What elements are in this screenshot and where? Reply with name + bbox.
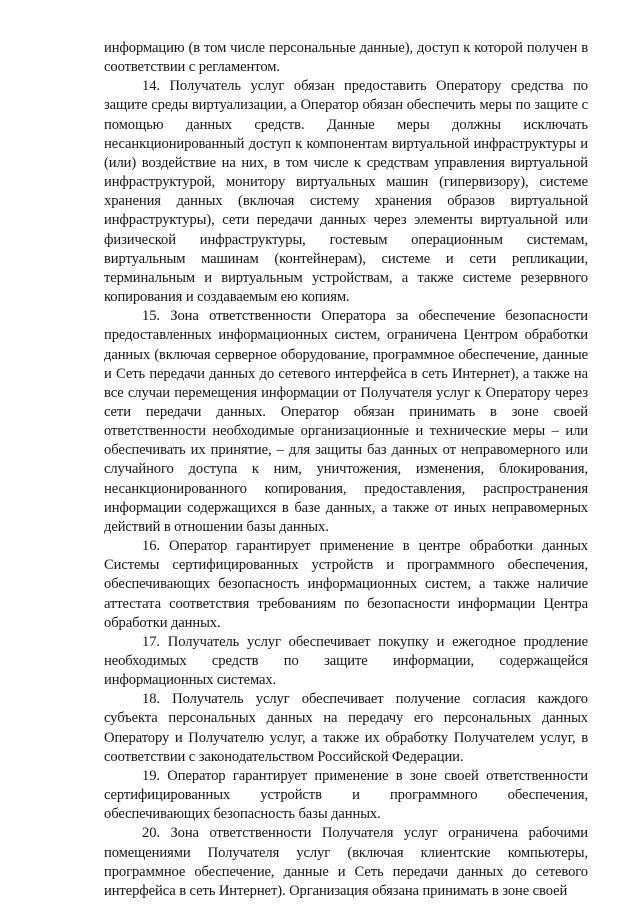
paragraph-item-17: 17. Получатель услуг обеспечивает покупку и ежегодное продление необходимых средств по защите информации, содержащейся информационных системах. <box>104 633 588 689</box>
paragraph-item-18: 18. Получатель услуг обеспечивает получение согласия каждого субъекта персональных данных на передачу его персональных данных Оператору и Получателю услуг, а также их обработку Получателем услуг, в соответствии с законодательством Российской Федерации. <box>104 691 588 765</box>
document-page <box>104 39 588 901</box>
paragraph-continuation: информацию (в том числе персональные данные), доступ к которой получен в соответствии с регламентом. <box>104 40 588 76</box>
paragraph-item-20: 20. Зона ответственности Получателя услуг ограничена рабочими помещениями Получателя услуг (включая клиентские компьютеры, программное обеспечение, данные и Сеть передачи данных до сетевого интерфейса в сеть Интернет). Организация обязана принимать в зоне своей <box>104 825 588 899</box>
paragraph-item-19: 19. Оператор гарантирует применение в зоне своей ответственности сертифицированных устройств и программного обеспечения, обеспечивающих безопасность базы данных. <box>104 767 588 823</box>
paragraph-item-14: 14. Получатель услуг обязан предоставить Оператору средства по защите среды виртуализации, а Оператор обязан обеспечить меры по защите с помощью данных средств. Данные меры должны исключать несанкционированный доступ к компонентам виртуальной инфраструктуры и (или) воздействие на них, в том числе к средствам управления виртуальной инфраструктурой, монитору виртуальных машин (гипервизору), системе хранения данных (включая систему хранения образов виртуальной инфраструктуры), сети передачи данных через элементы виртуальной или физической инфраструктуры, гостевым операционным системам, виртуальным машинам (контейнерам), системе и сети репликации, терминальным и виртуальным устройствам, а также системе резервного копирования и создаваемым ею копиям. <box>104 78 588 306</box>
paragraph-item-16: 16. Оператор гарантирует применение в центре обработки данных Системы сертифицированных устройств и программного обеспечения, обеспечивающих безопасность информационных систем, а также наличие аттестата соответствия требованиям по безопасности информации Центра обработки данных. <box>104 538 588 631</box>
paragraph-item-15: 15. Зона ответственности Оператора за обеспечение безопасности предоставленных информационных систем, ограничена Центром обработки данных (включая серверное оборудование, программное обеспечение, данные и Сеть передачи данных до сетевого интерфейса в сеть Интернет), а также на все случаи перемещения информации от Получателя услуг к Оператору через сети передачи данных. Оператор обязан принимать в зоне своей ответственности необходимые организационные и технические меры – или обеспечивать их принятие, – для защиты баз данных от неправомерного или случайного доступа к ним, уничтожения, изменения, блокирования, несанкционированного копирования, предоставления, распространения информации содержащихся в базе данных, а также от иных неправомерных действий в отношении базы данных. <box>104 308 588 535</box>
